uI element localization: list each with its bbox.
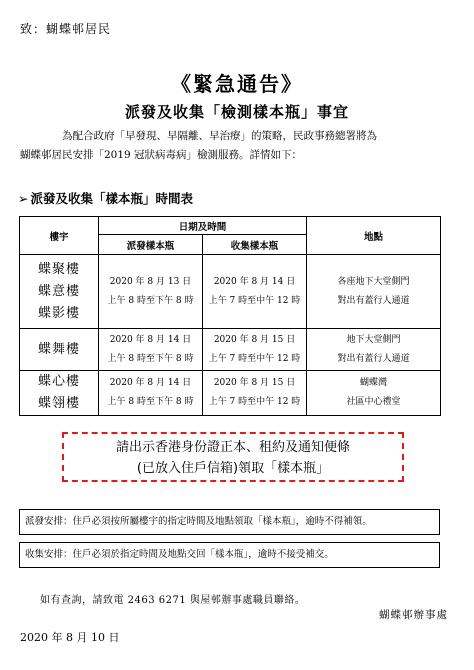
building-name: 蝶影樓	[37, 305, 80, 321]
header-datetime: 日期及時間	[99, 217, 307, 235]
collect-date: 2020 年 8 月 15 日	[213, 378, 296, 388]
collect-date: 2020 年 8 月 15 日	[213, 334, 296, 345]
schedule-table	[19, 216, 441, 416]
arrow-bullet-icon: ➢	[18, 191, 29, 206]
contact-info: 如有查詢，請致電 2463 6271 與屋邨辦事處職員聯絡。	[40, 595, 306, 606]
distribution-note: 派發安排：住戶必須按所屬樓宇的指定時間及地點領取「樣本瓶」，逾時不得補領。	[19, 509, 440, 535]
distribute-cell	[99, 255, 203, 329]
distribute-date: 2020 年 8 月 14 日	[109, 334, 192, 345]
distribute-time: 上午 8 時至下午 8 時	[107, 295, 194, 306]
distribute-time: 上午 8 時至下午 8 時	[107, 353, 194, 364]
distribute-date: 2020 年 8 月 13 日	[109, 276, 192, 287]
table-row	[20, 255, 441, 329]
location-line: 蝴蝶灣	[360, 378, 388, 388]
building-name: 蝶聚樓	[37, 261, 80, 277]
page-subtitle: 派發及收集「檢測樣本瓶」事宜	[124, 103, 349, 121]
page-title: 《緊急通告》	[171, 72, 303, 96]
notice-line-1: 請出示香港身份證正本、租約及通知便條	[115, 440, 350, 455]
section-heading	[18, 189, 193, 207]
notice-line-2: (已放入住戶信箱)領取「樣本瓶」	[136, 461, 330, 476]
collect-cell	[203, 371, 307, 416]
signatory: 蝴蝶邨辦事處	[379, 609, 448, 621]
building-name: 蝶意樓	[37, 283, 80, 299]
distribute-cell	[99, 371, 203, 416]
table-row	[20, 329, 441, 371]
location-line: 地下大堂側門	[346, 334, 401, 345]
section-title: 派發及收集「樣本瓶」時間表	[30, 191, 193, 206]
intro-line-2: 蝴蝶邨居民安排「2019 冠狀病毒病」檢測服務。詳情如下：	[20, 149, 303, 161]
collect-time: 上午 7 時至中午 12 時	[208, 295, 301, 306]
distribute-time: 上午 8 時至下午 8 時	[107, 397, 194, 407]
building-cell	[20, 371, 99, 416]
collection-note: 收集安排：住戶必須於指定時間及地點交回「樣本瓶」，逾時不接受補交。	[19, 542, 440, 568]
header-location: 地點	[307, 217, 441, 255]
building-name: 蝶心樓	[37, 374, 80, 389]
intro-paragraph	[20, 127, 458, 165]
building-name: 蝶舞樓	[37, 341, 80, 357]
table-row	[20, 371, 441, 416]
header-building: 樓宇	[20, 217, 99, 255]
distribute-date: 2020 年 8 月 14 日	[109, 378, 192, 388]
location-line: 對出有蓋行人通道	[337, 295, 410, 306]
collect-cell	[203, 255, 307, 329]
building-cell	[20, 329, 99, 371]
collect-date: 2020 年 8 月 14 日	[213, 276, 296, 287]
collect-cell	[203, 329, 307, 371]
location-line: 對出有蓋行人通道	[337, 353, 410, 364]
header-distribute: 派發樣本瓶	[99, 235, 203, 255]
collect-time: 上午 7 時至中午 12 時	[208, 353, 301, 364]
distribute-cell	[99, 329, 203, 371]
location-line: 社區中心禮堂	[346, 397, 401, 407]
recipient: 致：蝴蝶邨居民	[20, 22, 112, 36]
issue-date: 2020 年 8 月 10 日	[20, 631, 120, 644]
header-collect: 收集樣本瓶	[203, 235, 307, 255]
collect-time: 上午 7 時至中午 12 時	[208, 397, 301, 407]
notice-box	[62, 432, 404, 482]
building-cell	[20, 255, 99, 329]
location-cell	[307, 329, 441, 371]
location-line: 各座地下大堂側門	[337, 276, 410, 287]
location-cell	[307, 371, 441, 416]
building-name: 蝶翎樓	[37, 396, 80, 411]
location-cell	[307, 255, 441, 329]
intro-line-1: 為配合政府「早發現、早隔離、早治療」的策略，民政事務總署將為	[62, 130, 377, 142]
